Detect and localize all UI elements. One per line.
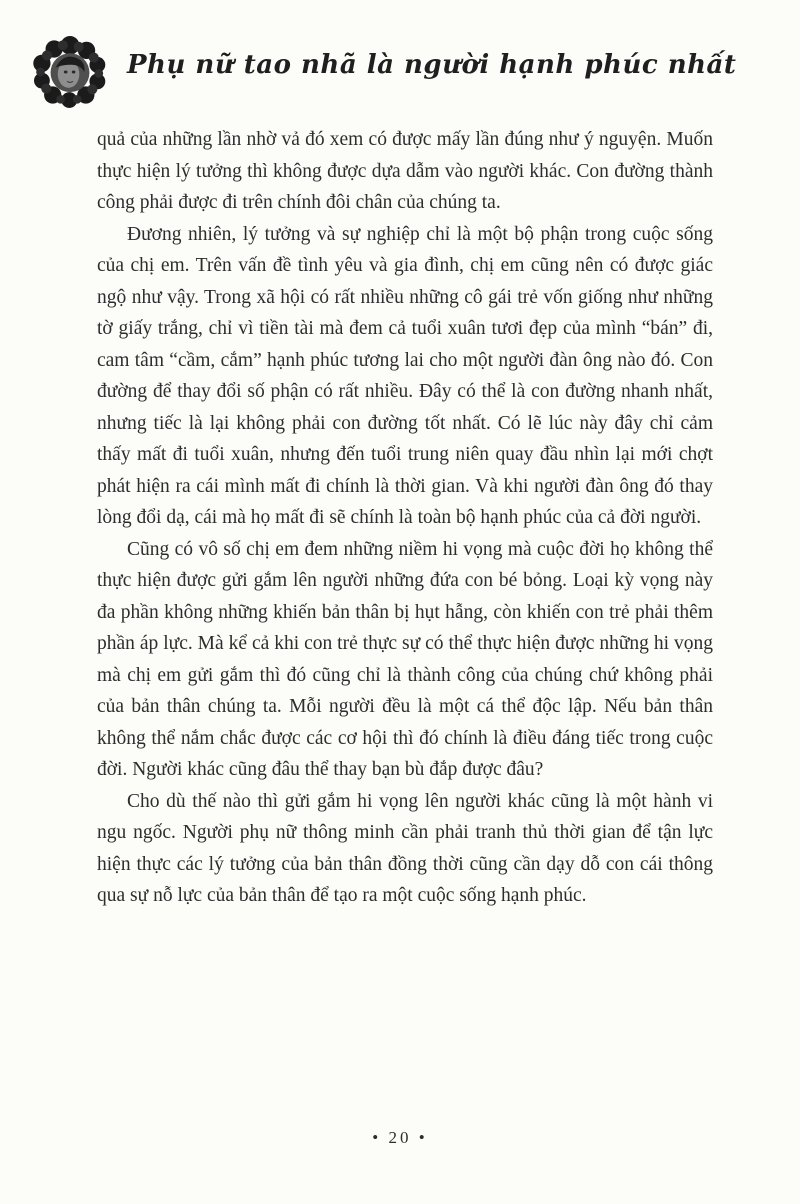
paragraph: Cũng có vô số chị em đem những niềm hi vọng mà cuộc đời họ không thể thực hiện được gửi gắm lên người những đứa con bé bỏng. Loại kỳ vọng này đa phần không những khiến bản thân bị hụt hẫng, còn khiến con trẻ phải thêm phần áp lực. Mà kể cả khi con trẻ thực sự có thể thực hiện được những hi vọng mà chị em gửi gắm thì đó cũng chỉ là thành công của chúng chứ không phải của bản thân chúng ta. Mỗi người đều là một cá thể độc lập. Nếu bản thân không thể nắm chắc được các cơ hội thì đó chính là điều đáng tiếc trong cuộc đời. Người khác cũng đâu thể thay bạn bù đắp được đâu? bbox=[97, 538, 713, 780]
page-footer bbox=[0, 1128, 800, 1148]
paragraph: quả của những lần nhờ vả đó xem có được mấy lần đúng như ý nguyện. Muốn thực hiện lý tưởng thì không được dựa dẫm vào người khác. Con đường thành công phải được đi trên chính đôi chân của chúng ta. bbox=[97, 129, 713, 213]
running-head-title: Phụ nữ tao nhã là người hạnh phúc nhất bbox=[127, 50, 737, 80]
page-body-text bbox=[97, 124, 713, 912]
floral-wreath-cameo-icon bbox=[33, 36, 107, 108]
paragraph: Cho dù thế nào thì gửi gắm hi vọng lên người khác cũng là một hành vi ngu ngốc. Người phụ nữ thông minh cần phải tranh thủ thời gian để tận lực hiện thực các lý tưởng của bản thân đồng thời cũng cần dạy dỗ con cái thông qua sự nỗ lực của bản thân để tạo ra một cuộc sống hạnh phúc. bbox=[97, 790, 713, 906]
paragraph: Đương nhiên, lý tưởng và sự nghiệp chỉ là một bộ phận trong cuộc sống của chị em. Trên vấn đề tình yêu và gia đình, chị em cũng nên có được giác ngộ như vậy. Trong xã hội có rất nhiều những cô gái trẻ vốn giống như những tờ giấy trắng, chỉ vì tiền tài mà đem cả tuổi xuân tươi đẹp của mình “bán” đi, cam tâm “cầm, cắm” hạnh phúc tương lai cho một người đàn ông nào đó. Con đường để thay đổi số phận có rất nhiều. Đây có thể là con đường nhanh nhất, nhưng tiếc là lại không phải con đường tốt nhất. Có lẽ lúc này đây chỉ cảm thấy mất đi tuổi xuân, nhưng đến tuổi trung niên quay đầu nhìn lại mới chợt phát hiện ra cái mình mất đi chính là thời gian. Và khi người đàn ông đó thay lòng đổi dạ, cái mà họ mất đi sẽ chính là toàn bộ hạnh phúc của cả đời người. bbox=[97, 223, 713, 528]
page-number: • 20 • bbox=[372, 1128, 428, 1147]
